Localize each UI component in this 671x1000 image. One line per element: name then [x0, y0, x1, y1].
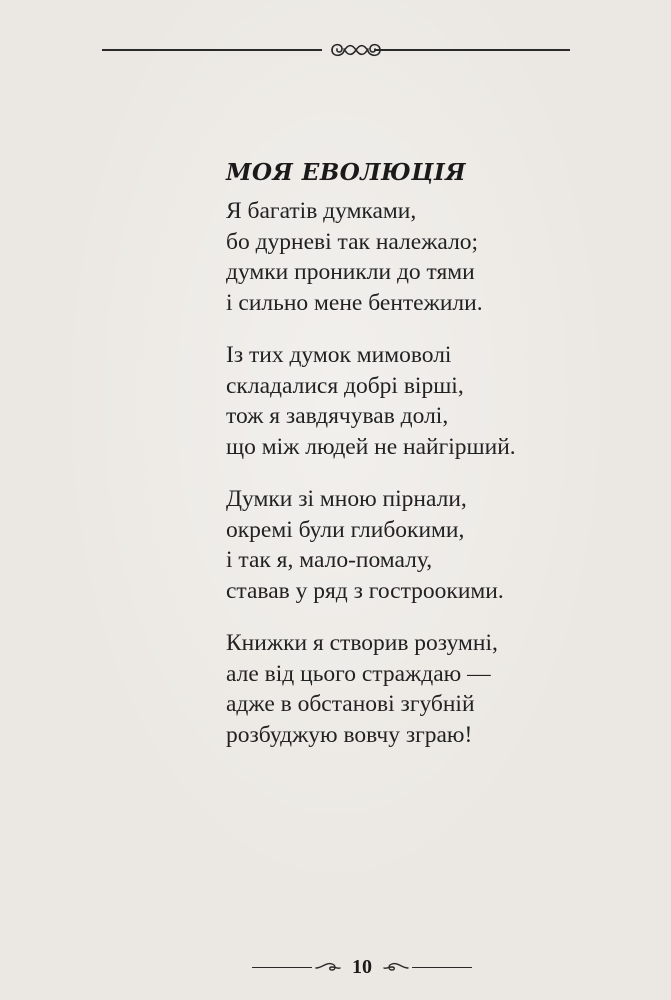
poem-title: МОЯ ЕВОЛЮЦІЯ: [226, 159, 466, 186]
verse-line: бо дурневі так належало;: [226, 228, 479, 255]
stanza-2: [226, 340, 626, 462]
page-footer: [252, 955, 472, 979]
verse-line: Із тих думок мимоволі: [226, 342, 452, 368]
poem: [226, 156, 626, 772]
verse-line: адже в обстанові згубній: [226, 691, 475, 717]
header-rule-left-line: [102, 49, 322, 51]
verse-line: складалися добрі вірші,: [226, 372, 464, 399]
verse-line: і так я, мало-помалу,: [226, 547, 433, 573]
verse-line: що між людей не найгірший.: [226, 433, 516, 460]
stanza-4: [226, 628, 626, 750]
verse-line: розбуджую вовчу зграю!: [226, 721, 473, 748]
verse-line: і сильно мене бентежили.: [226, 289, 483, 316]
verse-line: але від цього страждаю —: [226, 660, 491, 687]
swash-ornament-icon: [382, 959, 410, 975]
stanza-1: [226, 196, 626, 318]
verse-line: Книжки я створив розумні,: [226, 630, 498, 656]
verse-line: Я багатів думками,: [226, 198, 417, 224]
verse-line: окремі були глибокими,: [226, 516, 465, 543]
header-rule: [102, 38, 570, 62]
page-number: 10: [352, 956, 372, 978]
stanza-3: [226, 484, 626, 606]
footer-right-line: [412, 967, 472, 968]
footer-left-line: [252, 967, 312, 968]
verse-line: тож я завдячував долі,: [226, 403, 449, 429]
verse-line: ставав у ряд з гостроокими.: [226, 577, 504, 604]
verse-line: думки проникли до тями: [226, 259, 475, 285]
header-rule-right-line: [374, 49, 570, 51]
verse-line: Думки зі мною пірнали,: [226, 486, 467, 512]
swash-ornament-icon: [314, 959, 342, 975]
